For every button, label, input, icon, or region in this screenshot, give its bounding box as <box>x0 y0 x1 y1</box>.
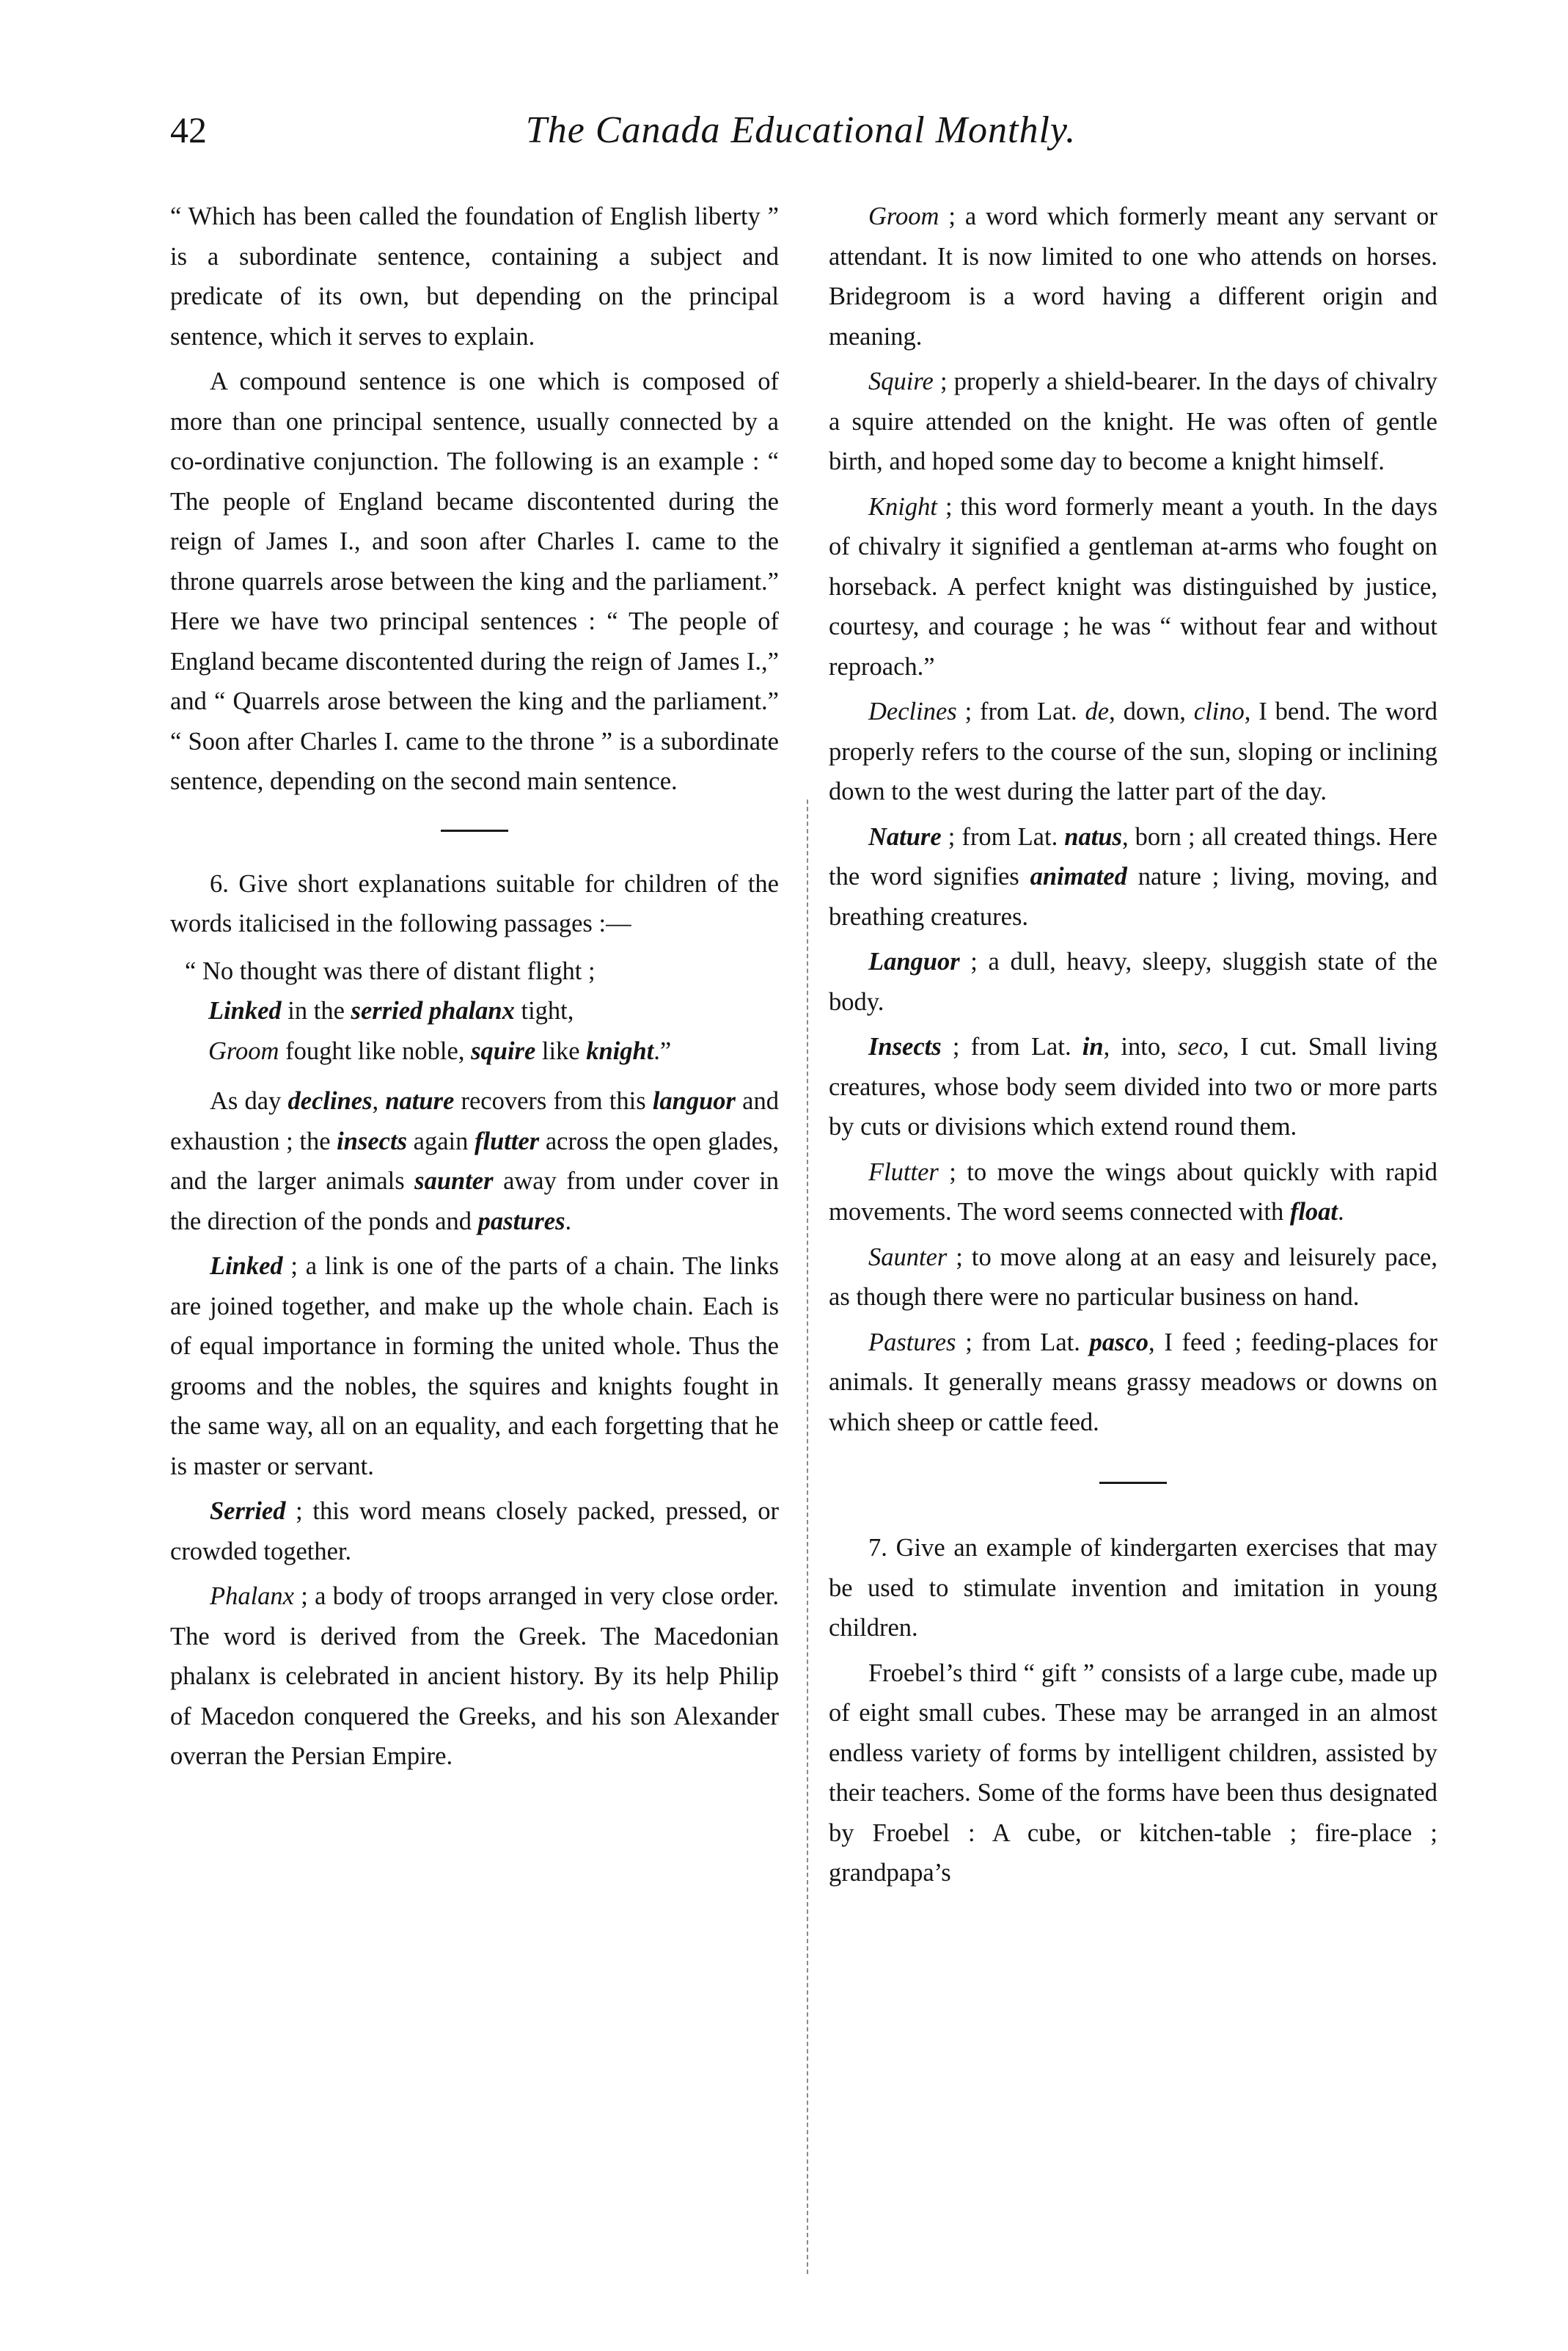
word-declines: declines <box>287 1087 373 1115</box>
text: . <box>565 1207 572 1235</box>
text: again <box>407 1127 475 1155</box>
text: As day <box>210 1087 288 1115</box>
poem-text: .” <box>653 1036 672 1065</box>
entry-text: ; from Lat. <box>956 698 1085 725</box>
poem-line-2 <box>185 991 779 1031</box>
entry-text: ; a dull, heavy, sleepy, sluggish state of the body. <box>829 948 1437 1016</box>
entry-term: Serried <box>210 1497 286 1525</box>
latin-word: natus <box>1064 822 1122 851</box>
paragraph-compound-sentence: A compound sentence is one which is composed of more than one principal sentence, usually connected by a co-ordinative conjunction. The following is an example : “ The people of England became discontented during the reign of James I., and soon after Charles I. came to the throne quarrels arose between the king and the parliament.” Here we have two principal sentences : “ The people of England became discontented during the reign of James I.,” and “ Quarrels arose between the king and the parliament.” “ Soon after Charles I. came to the throne ” is a subordinate sentence, depending on the second main sentence. <box>170 368 779 795</box>
entry-text: nature ; living, moving, and breathing creatures. <box>829 863 1437 931</box>
entry-text: ; from Lat. <box>941 822 1065 851</box>
entry-declines <box>829 692 1437 812</box>
emphasis-word: animated <box>1030 863 1127 891</box>
page-number: 42 <box>170 109 207 150</box>
entry-groom <box>829 197 1437 357</box>
entry-term: Knight <box>868 492 937 521</box>
page-header <box>170 109 1432 175</box>
entry-text: . <box>1338 1198 1344 1226</box>
latin-word: pasco <box>1089 1328 1149 1356</box>
running-title: The Canada Educational Monthly. <box>525 109 1077 151</box>
entry-text: , I feed ; feeding-places for animals. It generally means grassy meadows or downs on which sheep or cattle feed. <box>829 1328 1437 1436</box>
section-divider <box>441 830 508 832</box>
text: across the open glades, and the larger animals <box>170 1127 779 1195</box>
poem-quotation <box>185 951 779 1072</box>
entry-linked <box>170 1246 779 1486</box>
question-7: 7. Give an example of kindergarten exercises that may be used to stimulate invention and imitation in young children. <box>829 1534 1437 1642</box>
paragraph-froebel: Froebel’s third “ gift ” consists of a large cube, made up of eight small cubes. These may be arranged in an almost endless variety of forms by intelligent children, assisted by their teachers. Some of the forms have been thus designated by Froebel : A cube, or kitchen-table ; fire-place ; grandpapa’s <box>829 1659 1437 1887</box>
word-squire: squire <box>471 1036 536 1065</box>
entry-text: ; a body of troops arranged in very close order. The word is derived from the Greek. The Macedonian phalanx is celebrated in ancient history. By its help Philip of Macedon conquered the Greeks, and his son Alexander overran the Persian Empire. <box>170 1582 779 1770</box>
question-6: 6. Give short explanations suitable for children of the words italicised in the following passages :— <box>170 869 779 937</box>
entry-text: ; a word which formerly meant any servant or attendant. It is now limited to one who attends on horses. Bridegroom is a word having a different origin and meaning. <box>829 202 1437 351</box>
poem-line-1: “ No thought was there of distant flight ; <box>185 957 596 985</box>
word-languor: languor <box>652 1087 736 1115</box>
entry-knight <box>829 487 1437 687</box>
emphasis-word: float <box>1289 1198 1338 1226</box>
word-insects: insects <box>337 1127 407 1155</box>
entry-term: Declines <box>868 698 957 725</box>
paragraph-subordinate-sentence: “ Which has been called the foundation of English liberty ” is a subordinate sentence, containing a subject and predicate of its own, but depending on the principal sentence, which it serves to explain. <box>170 202 779 351</box>
entry-pastures <box>829 1323 1437 1443</box>
entry-text: , I cut. Small living creatures, whose body seem divided into two or more parts by cuts or divisions which extend round them. <box>829 1033 1438 1141</box>
entry-term: Phalanx <box>210 1582 294 1610</box>
entry-text: ; to move the wings about quickly with rapid movements. The word seems connected with <box>829 1158 1437 1226</box>
entry-phalanx <box>170 1576 779 1777</box>
entry-text: , into, <box>1103 1033 1178 1061</box>
entry-text: ; to move along at an easy and leisurely pace, as though there were no particular business on hand. <box>829 1243 1437 1311</box>
entry-insects <box>829 1027 1437 1147</box>
passage-paragraph <box>170 1081 779 1241</box>
entry-text: , born ; all created things. Here the word signifies <box>829 822 1437 891</box>
entry-term: Saunter <box>868 1243 948 1271</box>
entry-term: Pastures <box>868 1328 956 1356</box>
section-divider <box>1099 1482 1167 1484</box>
entry-saunter <box>829 1237 1437 1317</box>
entry-text: ; properly a shield-bearer. In the days of chivalry a squire attended on the knight. He was often of gentle birth, and hoped some day to become a knight himself. <box>829 368 1437 475</box>
text: away from under cover in the direction of the ponds and <box>170 1167 779 1235</box>
entry-nature <box>829 817 1437 937</box>
poem-text: like <box>535 1036 587 1065</box>
word-pastures: pastures <box>477 1207 565 1235</box>
entry-serried <box>170 1491 779 1571</box>
latin-word: in <box>1082 1033 1104 1061</box>
entry-term: Groom <box>868 202 939 230</box>
entry-squire <box>829 362 1437 482</box>
entry-text: , I bend. The word properly refers to the course of the sun, sloping or inclining down to the west during the latter part of the day. <box>829 698 1438 805</box>
word-flutter: flutter <box>475 1127 540 1155</box>
poem-text: tight, <box>514 997 574 1025</box>
word-nature: nature <box>385 1087 455 1115</box>
left-column <box>170 197 779 1782</box>
entry-term: Languor <box>868 948 960 976</box>
entry-term: Insects <box>868 1033 942 1061</box>
poem-line-3 <box>185 1031 779 1072</box>
word-saunter: saunter <box>414 1167 494 1195</box>
poem-text: fought like noble, <box>279 1036 472 1065</box>
entry-term: Nature <box>868 822 942 851</box>
word-groom: Groom <box>208 1036 279 1065</box>
entry-languor <box>829 942 1437 1022</box>
entry-text: ; from Lat. <box>956 1328 1090 1356</box>
entry-text: ; this word formerly meant a youth. In the days of chivalry it signified a gentleman at-arms who fought on horseback. A perfect knight was distinguished by justice, courtesy, and courage ; he was “ without fear and without reproach.” <box>829 492 1437 681</box>
word-linked: Linked <box>208 997 282 1025</box>
latin-word: seco <box>1177 1033 1223 1061</box>
entry-text: ; from Lat. <box>941 1033 1082 1061</box>
word-serried-phalanx: serried phalanx <box>351 997 515 1025</box>
text: and exhaustion ; the <box>170 1087 779 1155</box>
text: recovers from this <box>454 1087 653 1115</box>
entry-term: Squire <box>868 368 934 395</box>
entry-text: ; this word means closely packed, pressed, or crowded together. <box>170 1497 779 1565</box>
right-column <box>829 197 1437 1898</box>
column-divider <box>807 800 808 2274</box>
entry-flutter <box>829 1152 1437 1232</box>
latin-word: clino <box>1193 698 1245 725</box>
entry-text: , down, <box>1109 698 1194 725</box>
entry-term: Flutter <box>868 1158 939 1186</box>
word-knight: knight <box>586 1036 654 1065</box>
poem-text: in the <box>281 997 351 1025</box>
entry-term: Linked <box>210 1252 283 1280</box>
entry-text: ; a link is one of the parts of a chain. The links are joined together, and make up the whole chain. Each is of equal importance in forming the united whole. Thus the grooms and the nobles, the squires and knights fought in the same way, all on an equality, and each forgetting that he is master or servant. <box>170 1252 779 1480</box>
latin-word: de <box>1085 698 1110 725</box>
text: , <box>372 1087 386 1115</box>
